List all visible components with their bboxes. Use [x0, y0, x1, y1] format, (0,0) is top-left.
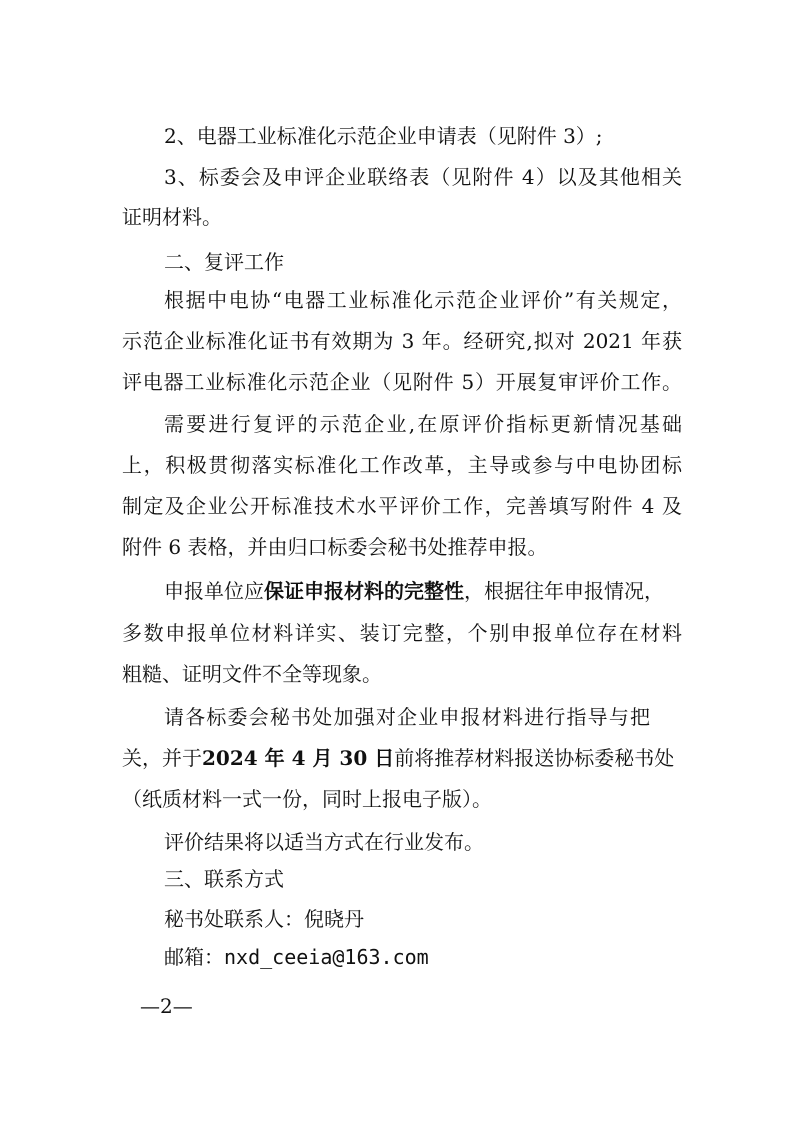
paragraph-2-line-2: 上，积极贯彻落实标准化工作改革，主导或参与中电协团标: [122, 453, 682, 477]
paragraph-1-line-2: 示范企业标准化证书有效期为 3 年。经研究,拟对 2021 年获: [122, 329, 682, 353]
paragraph-3-line-2: 多数申报单位材料详实、装订完整，个别申报单位存在材料: [122, 621, 682, 645]
paragraph-4-line-2: [122, 743, 682, 773]
page-number: —2—: [140, 994, 193, 1018]
paragraph-3-line-3: 粗糙、证明文件不全等现象。: [122, 662, 382, 686]
contact-email: [164, 942, 724, 972]
paragraph-3-text-b: ，根据往年申报情况，: [464, 579, 664, 603]
list-item-attachment-3: 2、电器工业标准化示范企业申请表（见附件 3）;: [164, 124, 603, 148]
list-item-attachment-4-cont: 证明材料。: [122, 205, 222, 229]
paragraph-1-line-3: 评电器工业标准化示范企业（见附件 5）开展复审评价工作。: [122, 370, 682, 394]
emphasis-completeness: 保证申报材料的完整性: [264, 579, 464, 603]
paragraph-3-line-1: [164, 576, 724, 606]
paragraph-2-line-3: 制定及企业公开标准技术水平评价工作，完善填写附件 4 及: [122, 494, 682, 518]
paragraph-3-text-a: 申报单位应: [164, 579, 264, 603]
section-heading-contact: 三、联系方式: [164, 867, 284, 891]
list-item-attachment-4: 3、标委会及申评企业联络表（见附件 4）以及其他相关: [164, 165, 682, 189]
paragraph-4-text-a: 关，并于: [122, 746, 202, 770]
paragraph-4-text-b: 前将推荐材料报送协标委秘书处: [394, 746, 675, 770]
paragraph-4-line-1: 请各标委会秘书处加强对企业申报材料进行指导与把: [164, 705, 650, 729]
section-heading-review: 二、复评工作: [164, 250, 284, 274]
paragraph-2-line-4: 附件 6 表格，并由归口标委会秘书处推荐申报。: [122, 535, 548, 559]
contact-person: 秘书处联系人：倪晓丹: [164, 907, 364, 931]
email-label: 邮箱：: [164, 945, 224, 969]
paragraph-1-line-1: 根据中电协“电器工业标准化示范企业评价”有关规定，: [164, 288, 682, 312]
emphasis-deadline: 2024 年 4 月 30 日: [202, 746, 395, 770]
email-address: nxd_ceeia@163.com: [224, 945, 429, 969]
paragraph-4-line-3: （纸质材料一式一份，同时上报电子版）。: [122, 787, 492, 811]
paragraph-5: 评价结果将以适当方式在行业发布。: [164, 830, 484, 854]
paragraph-2-line-1: 需要进行复评的示范企业,在原评价指标更新情况基础: [164, 412, 682, 436]
